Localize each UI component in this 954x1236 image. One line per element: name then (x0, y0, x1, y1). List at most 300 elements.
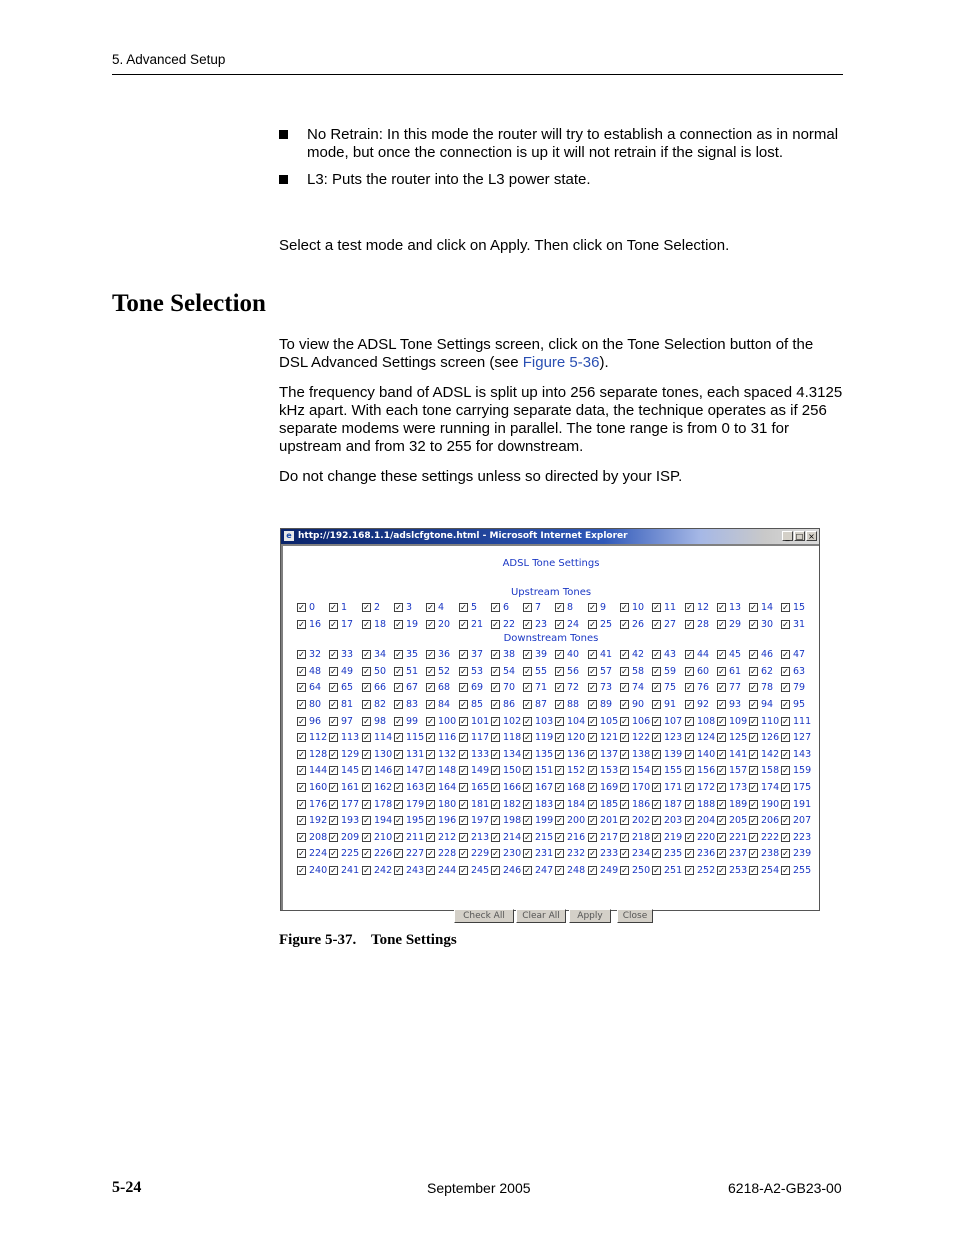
apply-button[interactable]: Apply (569, 909, 611, 923)
tone-checkbox[interactable]: ✓ (427, 716, 434, 726)
tone-checkbox[interactable]: ✓ (524, 799, 531, 809)
tone-option (717, 681, 749, 695)
tone-checkbox[interactable]: ✓ (782, 832, 789, 842)
tone-checkbox[interactable]: ✓ (363, 866, 370, 875)
tone-checkbox[interactable]: ✓ (524, 832, 531, 842)
tone-checkbox[interactable]: ✓ (395, 832, 402, 842)
tone-checkbox[interactable]: ✓ (718, 866, 725, 875)
tone-checkbox[interactable]: ✓ (718, 619, 725, 629)
tone-checkbox[interactable]: ✓ (298, 619, 305, 629)
tone-checkbox[interactable]: ✓ (621, 733, 628, 743)
tone-checkbox[interactable]: ✓ (750, 766, 757, 776)
tone-checkbox[interactable]: ✓ (589, 716, 596, 726)
tone-checkbox[interactable]: ✓ (492, 799, 499, 809)
tone-checkbox[interactable]: ✓ (686, 619, 693, 629)
tone-checkbox[interactable]: ✓ (363, 700, 370, 709)
tone-checkbox[interactable]: ✓ (589, 766, 596, 776)
tone-number: 62 (761, 665, 774, 677)
tone-checkbox[interactable]: ✓ (395, 666, 402, 676)
tone-checkbox[interactable]: ✓ (395, 816, 402, 826)
tone-checkbox[interactable]: ✓ (718, 733, 725, 743)
tone-checkbox[interactable]: ✓ (589, 749, 596, 759)
tone-checkbox[interactable]: ✓ (556, 799, 563, 809)
tone-checkbox[interactable]: ✓ (782, 766, 789, 776)
tone-checkbox[interactable]: ✓ (298, 666, 305, 676)
tone-checkbox[interactable]: ✓ (524, 733, 531, 743)
tone-checkbox[interactable]: ✓ (621, 783, 628, 792)
tone-checkbox[interactable]: ✓ (524, 816, 531, 826)
tone-checkbox[interactable]: ✓ (556, 683, 563, 693)
tone-checkbox[interactable]: ✓ (782, 849, 789, 859)
tone-checkbox[interactable]: ✓ (524, 749, 531, 759)
tone-checkbox[interactable]: ✓ (686, 799, 693, 809)
tone-checkbox[interactable]: ✓ (750, 783, 757, 792)
tone-checkbox[interactable]: ✓ (427, 832, 434, 842)
tone-checkbox[interactable]: ✓ (718, 783, 725, 792)
tone-checkbox[interactable]: ✓ (782, 700, 789, 709)
tone-checkbox[interactable]: ✓ (621, 619, 628, 629)
tone-checkbox[interactable]: ✓ (621, 603, 628, 612)
tone-option (620, 601, 652, 615)
tone-checkbox[interactable]: ✓ (621, 700, 628, 709)
tone-checkbox[interactable]: ✓ (589, 832, 596, 842)
tone-checkbox[interactable]: ✓ (750, 749, 757, 759)
tone-checkbox[interactable]: ✓ (524, 849, 531, 859)
tone-checkbox[interactable]: ✓ (492, 832, 499, 842)
document-number: 6218-A2-GB23-00 (728, 1180, 842, 1196)
tone-number: 191 (793, 798, 812, 810)
tone-checkbox[interactable]: ✓ (363, 832, 370, 842)
tone-number: 203 (664, 815, 683, 827)
tone-checkbox[interactable]: ✓ (556, 866, 563, 875)
tone-number: 221 (729, 831, 748, 843)
tone-checkbox[interactable]: ✓ (298, 683, 305, 693)
tone-checkbox[interactable]: ✓ (395, 650, 402, 660)
tone-checkbox[interactable]: ✓ (330, 849, 337, 859)
tone-checkbox[interactable]: ✓ (589, 619, 596, 629)
tone-checkbox[interactable]: ✓ (556, 619, 563, 629)
tone-checkbox[interactable]: ✓ (427, 849, 434, 859)
tone-checkbox[interactable]: ✓ (427, 700, 434, 709)
tone-checkbox[interactable]: ✓ (460, 733, 467, 743)
tone-checkbox[interactable]: ✓ (782, 666, 789, 676)
tone-checkbox[interactable]: ✓ (782, 683, 789, 693)
tone-checkbox[interactable]: ✓ (492, 666, 499, 676)
tone-option (362, 665, 394, 679)
tone-checkbox[interactable]: ✓ (621, 683, 628, 693)
tone-checkbox[interactable]: ✓ (427, 666, 434, 676)
tone-checkbox[interactable]: ✓ (589, 799, 596, 809)
tone-checkbox[interactable]: ✓ (363, 619, 370, 629)
tone-checkbox[interactable]: ✓ (556, 700, 563, 709)
tone-checkbox[interactable]: ✓ (589, 666, 596, 676)
tone-checkbox[interactable]: ✓ (556, 603, 563, 612)
tone-checkbox[interactable]: ✓ (718, 832, 725, 842)
tone-checkbox[interactable]: ✓ (556, 832, 563, 842)
tone-checkbox[interactable]: ✓ (556, 783, 563, 792)
tone-checkbox[interactable]: ✓ (524, 650, 531, 660)
tone-checkbox[interactable]: ✓ (782, 749, 789, 759)
close-window-button[interactable]: × (806, 531, 817, 541)
tone-checkbox[interactable]: ✓ (718, 650, 725, 660)
tone-option (555, 731, 587, 745)
tone-checkbox[interactable]: ✓ (686, 849, 693, 859)
tone-checkbox[interactable]: ✓ (330, 816, 337, 826)
tone-checkbox[interactable]: ✓ (460, 832, 467, 842)
tone-checkbox[interactable]: ✓ (492, 683, 499, 693)
tone-checkbox[interactable]: ✓ (686, 716, 693, 726)
tone-checkbox[interactable]: ✓ (298, 816, 305, 826)
tone-checkbox[interactable]: ✓ (460, 816, 467, 826)
tone-checkbox[interactable]: ✓ (621, 832, 628, 842)
tone-checkbox[interactable]: ✓ (653, 603, 660, 612)
tone-number: 133 (471, 748, 490, 760)
tone-checkbox[interactable]: ✓ (686, 733, 693, 743)
tone-checkbox[interactable]: ✓ (395, 766, 402, 776)
tone-checkbox[interactable]: ✓ (782, 619, 789, 629)
tone-number: 228 (438, 848, 457, 860)
tone-checkbox[interactable]: ✓ (686, 700, 693, 709)
tone-checkbox[interactable]: ✓ (621, 816, 628, 826)
tone-checkbox[interactable]: ✓ (330, 733, 337, 743)
tone-checkbox[interactable]: ✓ (718, 749, 725, 759)
tone-checkbox[interactable]: ✓ (750, 700, 757, 709)
tone-checkbox[interactable]: ✓ (589, 650, 596, 660)
tone-checkbox[interactable]: ✓ (363, 650, 370, 660)
tone-checkbox[interactable]: ✓ (427, 650, 434, 660)
tone-checkbox[interactable]: ✓ (460, 700, 467, 709)
tone-checkbox[interactable]: ✓ (653, 700, 660, 709)
tone-checkbox[interactable]: ✓ (750, 619, 757, 629)
tone-checkbox[interactable]: ✓ (782, 816, 789, 826)
tone-checkbox[interactable]: ✓ (330, 603, 337, 612)
tone-checkbox[interactable]: ✓ (589, 700, 596, 709)
check-all-button[interactable]: Check All (454, 909, 514, 923)
tone-checkbox[interactable]: ✓ (750, 650, 757, 660)
tone-checkbox[interactable]: ✓ (395, 799, 402, 809)
tone-checkbox[interactable]: ✓ (460, 666, 467, 676)
tone-checkbox[interactable]: ✓ (363, 799, 370, 809)
tone-checkbox[interactable]: ✓ (589, 733, 596, 743)
maximize-button[interactable]: □ (795, 532, 804, 541)
tone-option (749, 698, 781, 712)
tone-number: 215 (535, 831, 554, 843)
tone-checkbox[interactable]: ✓ (621, 849, 628, 859)
tone-checkbox[interactable]: ✓ (492, 866, 499, 875)
tone-checkbox[interactable]: ✓ (556, 666, 563, 676)
tone-checkbox[interactable]: ✓ (782, 866, 789, 875)
tone-checkbox[interactable]: ✓ (524, 866, 531, 875)
tone-checkbox[interactable]: ✓ (750, 733, 757, 743)
tone-checkbox[interactable]: ✓ (330, 683, 337, 693)
tone-checkbox[interactable]: ✓ (750, 603, 757, 612)
tone-number: 43 (664, 649, 677, 661)
tone-checkbox[interactable]: ✓ (298, 650, 305, 660)
tone-checkbox[interactable]: ✓ (395, 783, 402, 792)
tone-checkbox[interactable]: ✓ (556, 766, 563, 776)
tone-checkbox[interactable]: ✓ (330, 832, 337, 842)
tone-option (491, 681, 523, 695)
tone-checkbox[interactable]: ✓ (750, 849, 757, 859)
tone-checkbox[interactable]: ✓ (556, 749, 563, 759)
tone-checkbox[interactable]: ✓ (686, 816, 693, 826)
tone-number: 59 (664, 665, 677, 677)
tone-checkbox[interactable]: ✓ (427, 816, 434, 826)
tone-number: 147 (406, 765, 425, 777)
tone-checkbox[interactable]: ✓ (782, 733, 789, 743)
tone-checkbox[interactable]: ✓ (718, 700, 725, 709)
tone-checkbox[interactable]: ✓ (298, 799, 305, 809)
tone-checkbox[interactable]: ✓ (298, 766, 305, 776)
tone-number: 176 (309, 798, 328, 810)
minimize-button[interactable]: _ (782, 531, 793, 541)
tone-checkbox[interactable]: ✓ (686, 683, 693, 693)
tone-checkbox[interactable]: ✓ (653, 716, 660, 726)
tone-checkbox[interactable]: ✓ (782, 650, 789, 660)
tone-checkbox[interactable]: ✓ (653, 849, 660, 859)
tone-option (685, 715, 717, 729)
tone-checkbox[interactable]: ✓ (427, 766, 434, 776)
tone-option (394, 715, 426, 729)
tone-checkbox[interactable]: ✓ (460, 783, 467, 792)
tone-checkbox[interactable]: ✓ (621, 766, 628, 776)
tone-checkbox[interactable]: ✓ (686, 783, 693, 792)
tone-checkbox[interactable]: ✓ (460, 716, 467, 726)
tone-checkbox[interactable]: ✓ (653, 832, 660, 842)
tone-checkbox[interactable]: ✓ (363, 749, 370, 759)
tone-option (362, 831, 394, 845)
tone-checkbox[interactable]: ✓ (589, 816, 596, 826)
tone-checkbox[interactable]: ✓ (492, 766, 499, 776)
tone-checkbox[interactable]: ✓ (621, 650, 628, 660)
tone-checkbox[interactable]: ✓ (524, 700, 531, 709)
tone-checkbox[interactable]: ✓ (330, 666, 337, 676)
tone-checkbox[interactable]: ✓ (460, 866, 467, 875)
tone-checkbox[interactable]: ✓ (782, 716, 789, 726)
tone-checkbox[interactable]: ✓ (395, 603, 402, 612)
tone-checkbox[interactable]: ✓ (492, 603, 499, 612)
tone-checkbox[interactable]: ✓ (653, 666, 660, 676)
tone-option (717, 648, 749, 662)
tone-checkbox[interactable]: ✓ (330, 799, 337, 809)
tone-checkbox[interactable]: ✓ (298, 783, 305, 792)
tone-checkbox[interactable]: ✓ (589, 683, 596, 693)
tone-checkbox[interactable]: ✓ (524, 716, 531, 726)
tone-checkbox[interactable]: ✓ (686, 749, 693, 759)
tone-checkbox[interactable]: ✓ (395, 866, 402, 875)
tone-checkbox[interactable]: ✓ (298, 700, 305, 709)
tone-checkbox[interactable]: ✓ (621, 749, 628, 759)
tone-checkbox[interactable]: ✓ (750, 799, 757, 809)
tone-checkbox[interactable]: ✓ (718, 816, 725, 826)
tone-checkbox[interactable]: ✓ (492, 700, 499, 709)
tone-checkbox[interactable]: ✓ (524, 783, 531, 792)
tone-checkbox[interactable]: ✓ (653, 733, 660, 743)
tone-checkbox[interactable]: ✓ (621, 799, 628, 809)
tone-checkbox[interactable]: ✓ (556, 650, 563, 660)
tone-checkbox[interactable]: ✓ (395, 716, 402, 726)
tone-checkbox[interactable]: ✓ (492, 849, 499, 859)
tone-checkbox[interactable]: ✓ (427, 749, 434, 759)
tone-checkbox[interactable]: ✓ (556, 849, 563, 859)
tone-number: 110 (761, 715, 780, 727)
clear-all-button[interactable]: Clear All (516, 909, 566, 923)
tone-checkbox[interactable]: ✓ (686, 603, 693, 612)
tone-option (652, 798, 684, 812)
tone-checkbox[interactable]: ✓ (330, 866, 337, 875)
tone-checkbox[interactable]: ✓ (718, 666, 725, 676)
tone-checkbox[interactable]: ✓ (298, 849, 305, 859)
tone-checkbox[interactable]: ✓ (686, 650, 693, 660)
tone-checkbox[interactable]: ✓ (718, 716, 725, 726)
tone-checkbox[interactable]: ✓ (653, 683, 660, 693)
tone-checkbox[interactable]: ✓ (330, 650, 337, 660)
tone-checkbox[interactable]: ✓ (686, 832, 693, 842)
tone-checkbox[interactable]: ✓ (298, 716, 305, 726)
tone-checkbox[interactable]: ✓ (460, 619, 467, 629)
tone-option (459, 648, 491, 662)
tone-checkbox[interactable]: ✓ (718, 603, 725, 612)
tone-checkbox[interactable]: ✓ (298, 749, 305, 759)
figure-link[interactable]: Figure 5-36 (522, 354, 600, 371)
tone-checkbox[interactable]: ✓ (363, 783, 370, 792)
tone-checkbox[interactable]: ✓ (524, 603, 531, 612)
tone-checkbox[interactable]: ✓ (460, 749, 467, 759)
tone-checkbox[interactable]: ✓ (298, 832, 305, 842)
tone-number: 180 (438, 798, 457, 810)
tone-checkbox[interactable]: ✓ (653, 816, 660, 826)
tone-number: 242 (374, 865, 393, 876)
tone-checkbox[interactable]: ✓ (330, 716, 337, 726)
tone-checkbox[interactable]: ✓ (460, 849, 467, 859)
tone-option (555, 681, 587, 695)
tone-checkbox[interactable]: ✓ (330, 766, 337, 776)
tone-checkbox[interactable]: ✓ (653, 619, 660, 629)
tone-option (588, 601, 620, 615)
tone-checkbox[interactable]: ✓ (718, 766, 725, 776)
tone-checkbox[interactable]: ✓ (492, 619, 499, 629)
tone-checkbox[interactable]: ✓ (427, 619, 434, 629)
tone-checkbox[interactable]: ✓ (718, 683, 725, 693)
tone-checkbox[interactable]: ✓ (363, 683, 370, 693)
tone-checkbox[interactable]: ✓ (460, 650, 467, 660)
tone-option (685, 781, 717, 795)
tone-checkbox[interactable]: ✓ (330, 700, 337, 709)
tone-checkbox[interactable]: ✓ (492, 749, 499, 759)
tone-checkbox[interactable]: ✓ (298, 866, 305, 875)
tone-checkbox[interactable]: ✓ (686, 666, 693, 676)
tone-checkbox[interactable]: ✓ (363, 666, 370, 676)
tone-checkbox[interactable]: ✓ (556, 816, 563, 826)
tone-checkbox[interactable]: ✓ (589, 603, 596, 612)
tone-checkbox[interactable]: ✓ (524, 766, 531, 776)
tone-checkbox[interactable]: ✓ (427, 783, 434, 792)
tone-checkbox[interactable]: ✓ (524, 619, 531, 629)
tone-option (523, 681, 555, 695)
tone-checkbox[interactable]: ✓ (653, 749, 660, 759)
tone-checkbox[interactable]: ✓ (653, 866, 660, 875)
tone-checkbox[interactable]: ✓ (395, 619, 402, 629)
tone-checkbox[interactable]: ✓ (330, 783, 337, 792)
tone-checkbox[interactable]: ✓ (395, 683, 402, 693)
tone-checkbox[interactable]: ✓ (460, 799, 467, 809)
tone-checkbox[interactable]: ✓ (718, 799, 725, 809)
tone-number: 96 (309, 715, 322, 727)
tone-checkbox[interactable]: ✓ (653, 766, 660, 776)
tone-checkbox[interactable]: ✓ (621, 666, 628, 676)
tone-checkbox[interactable]: ✓ (653, 783, 660, 792)
tone-checkbox[interactable]: ✓ (750, 716, 757, 726)
tone-checkbox[interactable]: ✓ (427, 799, 434, 809)
tone-checkbox[interactable]: ✓ (492, 816, 499, 826)
tone-checkbox[interactable]: ✓ (556, 716, 563, 726)
tone-number: 222 (761, 831, 780, 843)
tone-checkbox[interactable]: ✓ (750, 866, 757, 875)
bullet-item (279, 126, 839, 162)
tone-checkbox[interactable]: ✓ (460, 603, 467, 612)
tone-checkbox[interactable]: ✓ (718, 849, 725, 859)
tone-checkbox[interactable]: ✓ (492, 650, 499, 660)
tone-option (426, 715, 458, 729)
tone-checkbox[interactable]: ✓ (330, 749, 337, 759)
tone-checkbox[interactable]: ✓ (524, 683, 531, 693)
tone-checkbox[interactable]: ✓ (556, 733, 563, 743)
tone-checkbox[interactable]: ✓ (782, 603, 789, 612)
tone-checkbox[interactable]: ✓ (686, 866, 693, 875)
tone-checkbox[interactable]: ✓ (330, 619, 337, 629)
tone-checkbox[interactable]: ✓ (621, 866, 628, 875)
tone-checkbox[interactable]: ✓ (524, 666, 531, 676)
tone-checkbox[interactable]: ✓ (363, 766, 370, 776)
tone-checkbox[interactable]: ✓ (686, 766, 693, 776)
tone-checkbox[interactable]: ✓ (427, 603, 434, 612)
tone-checkbox[interactable]: ✓ (750, 666, 757, 676)
tone-checkbox[interactable]: ✓ (298, 733, 305, 743)
tone-option (588, 847, 620, 861)
tone-checkbox[interactable]: ✓ (395, 733, 402, 743)
tone-checkbox[interactable]: ✓ (298, 603, 305, 612)
tone-checkbox[interactable]: ✓ (589, 866, 596, 875)
tone-checkbox[interactable]: ✓ (492, 733, 499, 743)
tone-checkbox[interactable]: ✓ (363, 733, 370, 743)
tone-checkbox[interactable]: ✓ (427, 733, 434, 743)
tone-checkbox[interactable]: ✓ (750, 683, 757, 693)
tone-checkbox[interactable]: ✓ (395, 700, 402, 709)
tone-checkbox[interactable]: ✓ (363, 849, 370, 859)
tone-checkbox[interactable]: ✓ (363, 603, 370, 612)
tone-checkbox[interactable]: ✓ (460, 683, 467, 693)
tone-checkbox[interactable]: ✓ (363, 816, 370, 826)
tone-checkbox[interactable]: ✓ (492, 783, 499, 792)
tone-checkbox[interactable]: ✓ (750, 816, 757, 826)
tone-checkbox[interactable]: ✓ (750, 832, 757, 842)
tone-checkbox[interactable]: ✓ (395, 749, 402, 759)
tone-checkbox[interactable]: ✓ (427, 683, 434, 693)
tone-checkbox[interactable]: ✓ (653, 650, 660, 660)
tone-checkbox[interactable]: ✓ (589, 849, 596, 859)
tone-checkbox[interactable]: ✓ (589, 783, 596, 792)
tone-checkbox[interactable]: ✓ (653, 799, 660, 809)
tone-checkbox[interactable]: ✓ (363, 716, 370, 726)
close-button[interactable]: Close (617, 909, 653, 923)
tone-checkbox[interactable]: ✓ (782, 783, 789, 792)
tone-checkbox[interactable]: ✓ (460, 766, 467, 776)
tone-checkbox[interactable]: ✓ (427, 866, 434, 875)
tone-checkbox[interactable]: ✓ (621, 716, 628, 726)
tone-checkbox[interactable]: ✓ (395, 849, 402, 859)
tone-checkbox[interactable]: ✓ (782, 799, 789, 809)
tone-checkbox[interactable]: ✓ (492, 716, 499, 726)
